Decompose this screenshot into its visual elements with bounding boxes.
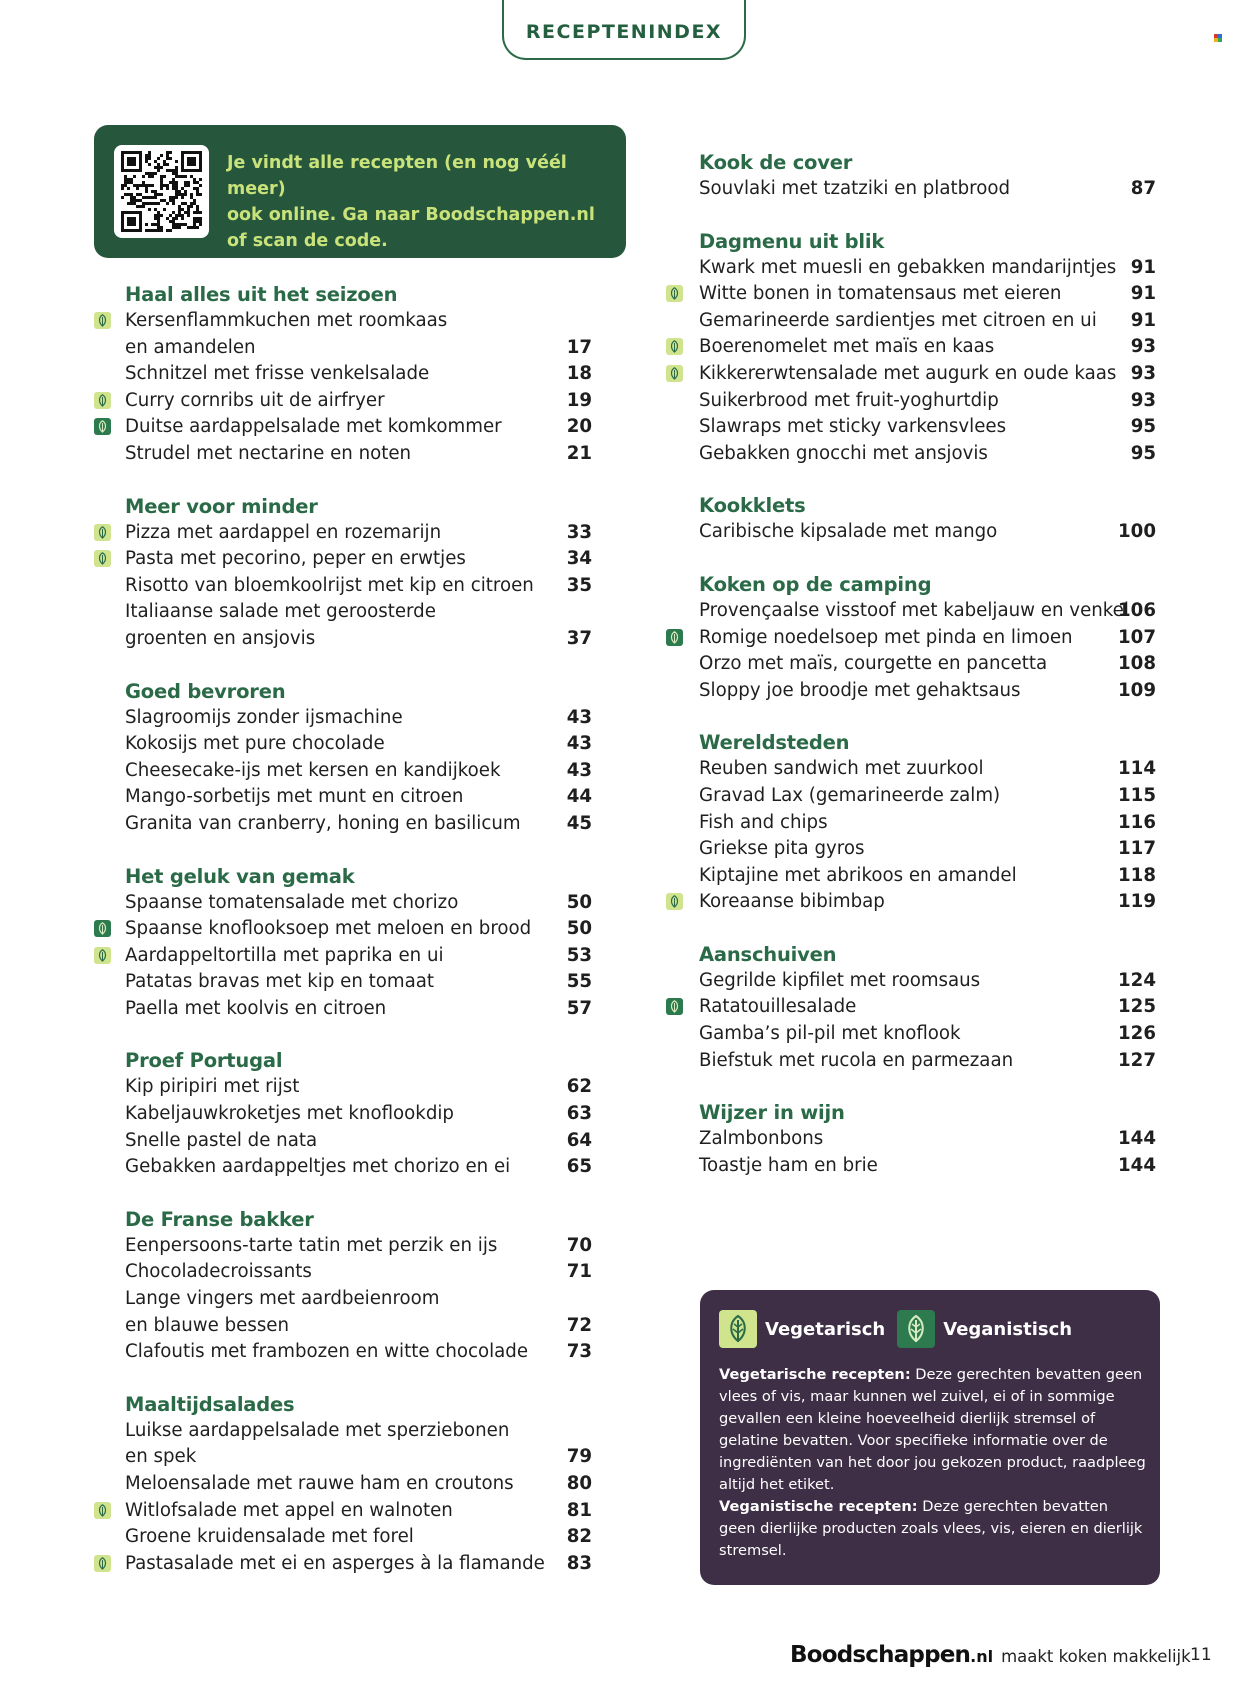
recipe-title: Chocoladecroissants (125, 1261, 312, 1283)
page-number: 11 (1190, 1645, 1212, 1665)
recipe-entry (94, 943, 592, 970)
recipe-entry (666, 255, 1156, 282)
recipe-title: Boerenomelet met maïs en kaas (699, 336, 995, 358)
recipe-section (94, 1207, 592, 1366)
recipe-page-number: 95 (1130, 442, 1156, 464)
recipe-title: Caribische kipsalade met mango (699, 521, 998, 543)
recipe-entry (94, 1128, 592, 1155)
recipe-title: Eenpersoons-tarte tatin met perzik en ijs (125, 1234, 498, 1256)
recipe-entry (666, 1153, 1156, 1180)
recipe-page-number: 50 (566, 918, 592, 940)
recipe-entry (666, 836, 1156, 863)
recipe-entry (94, 388, 592, 415)
recipe-title: Witte bonen in tomatensaus met eieren (699, 283, 1062, 305)
recipe-entry (666, 1021, 1156, 1048)
recipe-title: Suikerbrood met fruit-yoghurtdip (699, 389, 999, 411)
qr-text-line: Je vindt alle recepten (en nog véél meer) (227, 153, 567, 199)
recipe-entry (666, 361, 1156, 388)
recipe-page-number: 35 (566, 574, 592, 596)
legend-key-vegetarian (719, 1310, 885, 1348)
recipe-entry (94, 1551, 592, 1578)
recipe-entry (94, 890, 592, 917)
legend-vegan-title: Veganistische recepten: (719, 1498, 918, 1515)
recipe-page-number: 64 (566, 1129, 592, 1151)
recipe-entry (666, 176, 1156, 203)
recipe-page-number: 144 (1118, 1128, 1156, 1150)
recipe-entry (666, 388, 1156, 415)
recipe-page-number: 93 (1130, 336, 1156, 358)
recipe-title: Lange vingers met aardbeienroom (125, 1288, 440, 1310)
recipe-title: Gebakken gnocchi met ansjovis (699, 442, 988, 464)
recipe-title: Spaanse knoflooksoep met meloen en brood (125, 918, 532, 940)
recipe-title: Clafoutis met frambozen en witte chocolade (125, 1341, 529, 1363)
recipe-title: Cheesecake-ijs met kersen en kandijkoek (125, 759, 501, 781)
vegetarian-leaf-icon (94, 312, 111, 329)
recipe-entry (666, 783, 1156, 810)
recipe-title: en amandelen (125, 336, 256, 358)
recipe-entry (94, 546, 592, 573)
recipe-section (666, 730, 1156, 916)
recipe-section (94, 1048, 592, 1180)
recipe-title: Meloensalade met rauwe ham en croutons (125, 1473, 514, 1494)
recipe-page-number: 91 (1130, 283, 1156, 305)
recipe-page-number: 126 (1118, 1023, 1156, 1045)
diet-legend (700, 1290, 1160, 1585)
recipe-column-right (666, 150, 1156, 1205)
recipe-page-number: 109 (1118, 679, 1156, 701)
recipe-section (666, 150, 1156, 203)
recipe-entry (94, 1498, 592, 1525)
recipe-title: Kwark met muesli en gebakken mandarijntjes (699, 256, 1117, 278)
recipe-entry (666, 1126, 1156, 1153)
recipe-page-number: 53 (566, 944, 592, 966)
section-heading: De Franse bakker (125, 1207, 314, 1231)
section-heading: Dagmenu uit blik (699, 229, 885, 253)
recipe-page-number: 21 (566, 442, 592, 464)
recipe-entry (666, 308, 1156, 335)
recipe-title: Schnitzel met frisse venkelsalade (125, 363, 430, 385)
recipe-section (94, 282, 592, 468)
recipe-page-number: 17 (566, 336, 592, 358)
footer (790, 1642, 1191, 1668)
brand-tagline: maakt koken makkelijk (1001, 1647, 1191, 1666)
recipe-page-number: 125 (1118, 996, 1156, 1018)
recipe-title: en blauwe bessen (125, 1314, 290, 1336)
recipe-entry (94, 758, 592, 785)
recipe-page-number: 114 (1118, 758, 1156, 780)
recipe-entry (94, 996, 592, 1023)
recipe-title: Slagroomijs zonder ijsmachine (125, 706, 403, 728)
vegetarian-leaf-icon (666, 365, 683, 382)
section-heading: Goed bevroren (125, 679, 286, 703)
recipe-section (94, 1392, 592, 1578)
recipe-page-number: 118 (1118, 864, 1156, 886)
section-heading: Maaltijdsalades (125, 1392, 295, 1416)
recipe-section (94, 679, 592, 838)
recipe-page-number: 93 (1130, 389, 1156, 411)
recipe-page-number: 108 (1118, 653, 1156, 675)
brand-name: Boodschappen (790, 1642, 971, 1668)
recipe-entry (666, 598, 1156, 625)
qr-banner (94, 125, 626, 258)
index-tab (502, 0, 746, 60)
recipe-entry (94, 1524, 592, 1551)
recipe-entry (94, 1259, 592, 1286)
recipe-section (666, 942, 1156, 1074)
recipe-page-number: 124 (1118, 969, 1156, 991)
recipe-title: Sloppy joe broodje met gehaktsaus (699, 679, 1021, 701)
recipe-title: Kiptajine met abrikoos en amandel (699, 864, 1017, 886)
recipe-page-number: 55 (566, 971, 592, 993)
qr-text-line: of scan de code. (227, 231, 388, 251)
section-heading: Kook de cover (699, 151, 853, 174)
recipe-title: Toastje ham en brie (699, 1154, 878, 1176)
recipe-entry (94, 1154, 592, 1181)
corner-dots-icon (1214, 34, 1222, 42)
recipe-title: Reuben sandwich met zuurkool (699, 758, 984, 780)
recipe-page-number: 45 (566, 812, 592, 834)
recipe-entry (94, 1339, 592, 1366)
vegetarian-leaf-icon (94, 550, 111, 567)
qr-text-line: ook online. Ga naar Boodschappen.nl (227, 205, 595, 225)
recipe-title: Griekse pita gyros (699, 838, 865, 860)
qr-banner-text (227, 150, 612, 254)
recipe-entry (94, 361, 592, 388)
recipe-page-number: 107 (1118, 626, 1156, 648)
legend-vegetarian-label: Vegetarisch (765, 1318, 886, 1340)
recipe-page-number: 43 (566, 706, 592, 728)
vegetarian-leaf-icon (666, 893, 683, 910)
brand-suffix: .nl (970, 1647, 994, 1666)
recipe-entry (666, 863, 1156, 890)
recipe-title: Zalmbonbons (699, 1128, 824, 1150)
recipe-entry (94, 811, 592, 838)
section-heading: Proef Portugal (125, 1049, 283, 1073)
recipe-title: Pizza met aardappel en rozemarijn (125, 521, 442, 543)
recipe-section (666, 493, 1156, 546)
recipe-page-number: 87 (1130, 178, 1156, 199)
legend-key-vegan (897, 1310, 1072, 1348)
recipe-entry (666, 889, 1156, 916)
qr-code-icon[interactable] (114, 145, 209, 238)
recipe-page-number: 57 (566, 997, 592, 1019)
recipe-entry (94, 599, 592, 652)
recipe-entry (94, 1101, 592, 1128)
recipe-title: Gamba’s pil-pil met knoflook (699, 1023, 961, 1045)
vegetarian-leaf-icon (666, 285, 683, 302)
recipe-title: Witlofsalade met appel en walnoten (125, 1499, 453, 1521)
recipe-title: Provençaalse visstoof met kabeljauw en venkel (699, 599, 1129, 621)
recipe-entry (666, 994, 1156, 1021)
recipe-page-number: 79 (566, 1446, 592, 1468)
vegan-leaf-icon (897, 1310, 935, 1348)
dot-green (1218, 38, 1222, 42)
recipe-title: Italiaanse salade met geroosterde (125, 601, 436, 623)
recipe-page-number: 100 (1118, 521, 1156, 543)
section-heading: Aanschuiven (699, 942, 837, 966)
recipe-page-number: 117 (1118, 838, 1156, 860)
legend-vegan-label: Veganistisch (943, 1318, 1073, 1340)
vegan-leaf-icon (666, 998, 683, 1015)
recipe-section (666, 572, 1156, 704)
legend-veg-body: Deze gerechten bevatten geen vlees of vis, maar kunnen wel zuivel, ei of in sommige gevallen een kleine hoeveelheid dierlijk stremsel of gelatine bevatten. Voor specifieke informatie over de ingrediënten van het door jou gekozen product, raadpleeg altijd het etiket. (719, 1366, 1146, 1493)
recipe-title: Kikkererwtensalade met augurk en oude kaas (699, 362, 1117, 384)
section-heading: Haal alles uit het seizoen (125, 283, 398, 306)
recipe-title: Romige noedelsoep met pinda en limoen (699, 626, 1073, 648)
recipe-page-number: 43 (566, 733, 592, 755)
brand-logo[interactable] (790, 1642, 993, 1668)
recipe-title: Patatas bravas met kip en tomaat (125, 971, 435, 993)
recipe-page-number: 63 (566, 1103, 592, 1125)
recipe-title: Pasta met pecorino, peper en erwtjes (125, 548, 466, 570)
vegetarian-leaf-icon (666, 338, 683, 355)
recipe-entry (94, 705, 592, 732)
recipe-title: Kersenflammkuchen met roomkaas (125, 310, 448, 331)
vegetarian-leaf-icon (94, 1502, 111, 1519)
recipe-page-number: 19 (566, 389, 592, 411)
recipe-entry (94, 414, 592, 441)
recipe-title: Gemarineerde sardientjes met citroen en ui (699, 309, 1097, 331)
recipe-title: Kip piripiri met rijst (125, 1076, 300, 1098)
recipe-page-number: 43 (566, 759, 592, 781)
section-heading: Kookklets (699, 494, 806, 518)
recipe-page-number: 95 (1130, 416, 1156, 438)
recipe-title: Paella met koolvis en citroen (125, 997, 387, 1019)
recipe-title: Snelle pastel de nata (125, 1129, 318, 1151)
recipe-title: Groene kruidensalade met forel (125, 1526, 414, 1548)
recipe-title: Biefstuk met rucola en parmezaan (699, 1049, 1014, 1071)
recipe-page-number: 116 (1118, 811, 1156, 833)
recipe-section (94, 494, 592, 653)
recipe-title: Fish and chips (699, 811, 828, 833)
recipe-title: Kokosijs met pure chocolade (125, 733, 385, 755)
recipe-page-number: 144 (1118, 1154, 1156, 1176)
recipe-entry (666, 678, 1156, 705)
recipe-title: Mango-sorbetijs met munt en citroen (125, 786, 464, 808)
recipe-entry (94, 441, 592, 468)
vegan-leaf-icon (94, 920, 111, 937)
recipe-page-number: 81 (566, 1499, 592, 1521)
recipe-entry (94, 731, 592, 758)
recipe-section (666, 229, 1156, 468)
legend-keys (719, 1309, 1084, 1349)
recipe-page-number: 72 (566, 1314, 592, 1336)
recipe-entry (666, 651, 1156, 678)
recipe-entry (666, 414, 1156, 441)
recipe-entry (666, 756, 1156, 783)
recipe-title: groenten en ansjovis (125, 627, 316, 649)
recipe-entry (94, 1286, 592, 1339)
recipe-title: Strudel met nectarine en noten (125, 442, 412, 464)
recipe-page-number: 106 (1118, 599, 1156, 621)
recipe-title: Souvlaki met tzatziki en platbrood (699, 178, 1011, 199)
vegetarian-leaf-icon (94, 392, 111, 409)
vegetarian-leaf-icon (719, 1310, 757, 1348)
recipe-page-number: 71 (566, 1261, 592, 1283)
recipe-page-number: 83 (566, 1552, 592, 1574)
recipe-page-number: 119 (1118, 891, 1156, 913)
recipe-title: Aardappeltortilla met paprika en ui (125, 944, 444, 966)
recipe-title: Granita van cranberry, honing en basilicum (125, 812, 521, 834)
recipe-title: Slawraps met sticky varkensvlees (699, 416, 1007, 438)
vegetarian-leaf-icon (94, 1555, 111, 1572)
vegan-leaf-icon (666, 629, 683, 646)
section-heading: Meer voor minder (125, 494, 318, 518)
recipe-entry (94, 573, 592, 600)
recipe-entry (666, 625, 1156, 652)
section-heading: Wijzer in wijn (699, 1101, 845, 1125)
recipe-page-number: 70 (566, 1234, 592, 1256)
legend-veg-title: Vegetarische recepten: (719, 1366, 911, 1383)
recipe-page-number: 34 (566, 548, 592, 570)
recipe-page-number: 93 (1130, 362, 1156, 384)
recipe-title: Koreaanse bibimbap (699, 891, 885, 913)
recipe-page-number: 65 (566, 1156, 592, 1178)
recipe-entry (94, 1471, 592, 1498)
recipe-page-number: 91 (1130, 256, 1156, 278)
section-heading: Het geluk van gemak (125, 864, 355, 888)
recipe-page-number: 62 (566, 1076, 592, 1098)
recipe-entry (666, 334, 1156, 361)
recipe-page-number: 127 (1118, 1049, 1156, 1071)
recipe-page-number: 33 (566, 521, 592, 543)
section-heading: Koken op de camping (699, 572, 932, 596)
recipe-column-left (94, 282, 592, 1603)
recipe-section (666, 1100, 1156, 1179)
legend-description (719, 1364, 1149, 1562)
recipe-title: Luikse aardappelsalade met sperziebonen (125, 1419, 510, 1441)
recipe-entry (94, 969, 592, 996)
recipe-entry (666, 1048, 1156, 1075)
recipe-page-number: 18 (566, 363, 592, 385)
recipe-page-number: 91 (1130, 309, 1156, 331)
recipe-entry (666, 281, 1156, 308)
recipe-title: en spek (125, 1446, 197, 1468)
recipe-page-number: 20 (566, 416, 592, 438)
vegetarian-leaf-icon (94, 524, 111, 541)
recipe-entry (666, 968, 1156, 995)
recipe-page-number: 50 (566, 891, 592, 913)
recipe-page-number: 73 (566, 1341, 592, 1363)
recipe-page-number: 37 (566, 627, 592, 649)
tab-title: RECEPTENINDEX (525, 21, 723, 43)
recipe-title: Risotto van bloemkoolrijst met kip en citroen (125, 574, 534, 596)
recipe-title: Curry cornribs uit de airfryer (125, 389, 385, 411)
recipe-entry (94, 916, 592, 943)
recipe-entry (94, 784, 592, 811)
vegan-leaf-icon (94, 418, 111, 435)
section-heading: Wereldsteden (699, 731, 850, 755)
recipe-entry (666, 810, 1156, 837)
recipe-entry (94, 520, 592, 547)
legend-vegan-body: Deze gerechten bevatten geen dierlijke producten zoals vlees, vis, eieren en dierlijk stremsel. (719, 1498, 1143, 1559)
recipe-page-number: 44 (566, 786, 592, 808)
recipe-title: Orzo met maïs, courgette en pancetta (699, 653, 1048, 675)
recipe-title: Gebakken aardappeltjes met chorizo en ei (125, 1156, 511, 1178)
recipe-entry (94, 1074, 592, 1101)
recipe-title: Gravad Lax (gemarineerde zalm) (699, 784, 1001, 806)
recipe-title: Duitse aardappelsalade met komkommer (125, 416, 502, 438)
recipe-entry (666, 519, 1156, 546)
recipe-section (94, 864, 592, 1023)
recipe-entry (94, 1233, 592, 1260)
recipe-title: Pastasalade met ei en asperges à la flamande (125, 1552, 545, 1574)
recipe-title: Gegrilde kipfilet met roomsaus (699, 969, 981, 991)
recipe-entry (666, 441, 1156, 468)
recipe-title: Spaanse tomatensalade met chorizo (125, 891, 459, 913)
recipe-title: Kabeljauwkroketjes met knoflookdip (125, 1103, 454, 1125)
recipe-entry (94, 308, 592, 361)
recipe-entry (94, 1418, 592, 1471)
recipe-page-number: 80 (566, 1473, 592, 1494)
recipe-page-number: 82 (566, 1526, 592, 1548)
recipe-title: Ratatouillesalade (699, 996, 857, 1018)
recipe-page-number: 115 (1118, 784, 1156, 806)
vegetarian-leaf-icon (94, 947, 111, 964)
